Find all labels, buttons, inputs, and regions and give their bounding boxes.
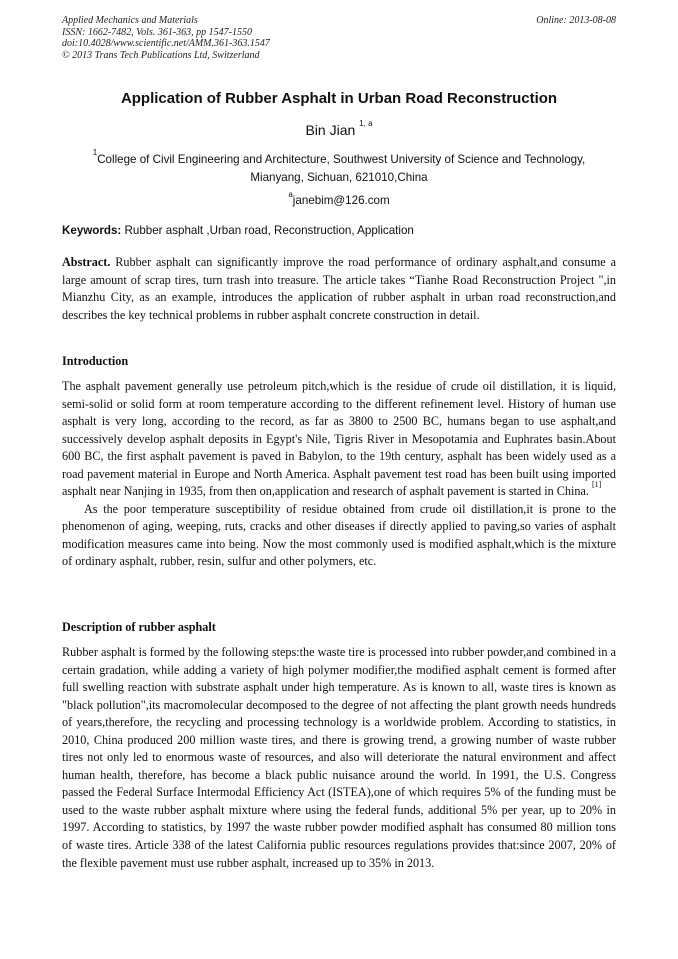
email-address: janebim@126.com <box>292 194 390 207</box>
journal-name: Applied Mechanics and Materials <box>62 15 198 26</box>
abstract-text: Rubber asphalt can significantly improve the road performance of ordinary asphalt,and consume a large amount of scrap tires, turn trash into treasure. The article takes “Tianhe Road Reconstruction Project ",in Mianzhu City, as an example, introduces the application of rubber asphalt in urban road reconstruction,and describes the key technical problems in rubber asphalt concrete construction in detail. <box>62 255 616 322</box>
abstract <box>62 254 616 324</box>
journal-copyright: © 2013 Trans Tech Publications Ltd, Switzerland <box>62 49 260 61</box>
affiliation-superscript: 1 <box>92 148 98 157</box>
affiliation <box>62 148 616 187</box>
keywords-text: Rubber asphalt ,Urban road, Reconstruction, Application <box>121 224 414 237</box>
author-name: Bin Jian <box>305 122 356 138</box>
keywords <box>62 223 616 239</box>
journal-header <box>62 15 616 61</box>
section-heading-description: Description of rubber asphalt <box>62 620 216 634</box>
email-superscript: a <box>288 190 293 199</box>
online-date: Online: 2013-08-08 <box>536 15 616 26</box>
description-body <box>62 644 616 872</box>
journal-issn: ISSN: 1662-7482, Vols. 361-363, pp 1547-1550 <box>62 26 252 38</box>
affiliation-line-1: College of Civil Engineering and Architecture, Southwest University of Science and Technology, <box>97 153 586 166</box>
introduction-paragraph-2: As the poor temperature susceptibility of residue obtained from crude oil distillation,it is prone to the phenomenon of aging, weeping, ruts, cracks and other diseases if directly applied to paving,so varies of asphalt modification measures came into being. Now the most commonly used is modified asphalt,which is the mixture of ordinary asphalt, rubber, resin, sulfur and other polymers, etc. <box>62 501 616 569</box>
author-email <box>62 190 616 209</box>
abstract-label: Abstract. <box>62 255 111 269</box>
author-line <box>62 119 616 139</box>
author-superscript: 1, a <box>359 119 373 128</box>
introduction-paragraph-1-text: The asphalt pavement generally use petroleum pitch,which is the residue of crude oil distillation, it is liquid, semi-solid or solid form at room temperature according to the different refinement level. History of human use asphalt is very long, according to the record, as far as 3800 to 2500 BC, humans began to use asphalt,and successively develop asphalt deposits in Egypt's Nile, Tigris River in Mesopotamia and Euphrates basin.About 600 BC, the first asphalt pavement is paved in Babylon, to the 19th century, asphalt has been widely used as a road pavement material in Europe and North America. Asphalt pavement test road has been built using imported asphalt near Nanjing in 1935, from then on,application and research of asphalt pavement is started in China. <box>62 379 616 499</box>
introduction-paragraph-1 <box>62 378 616 501</box>
keywords-label: Keywords: <box>62 224 122 237</box>
section-heading-introduction: Introduction <box>62 354 129 368</box>
introduction-body <box>62 378 616 571</box>
paper-title: Application of Rubber Asphalt in Urban Road Reconstruction <box>120 90 558 107</box>
citation-ref: [1] <box>592 480 602 490</box>
description-paragraph-1: Rubber asphalt is formed by the following steps:the waste tire is processed into rubber powder,and combined in a certain gradation, while adding a variety of high polymer modifier,the modified asphalt cement is formed after full swelling reaction with substrate asphalt under high temperature. As is known to all, waste tires is known as "black pollution",its macromolecular decomposed to the degree of not affecting the plant growth needs hundreds of years,therefore, the recycling and processing technology is a worldwide problem. According to statistics, in 2010, China produced 200 million waste tires, and there is growing trend, a growing number of waste rubber tires not only led to enormous waste of resources, and also will deteriorate the natural environment and affect human health, therefore, has become a black public nuisance around the world. In 1991, the U.S. Congress passed the Federal Surface Intermodal Efficiency Act (ISTEA),one of which requires 5% of the funding must be used to the waste rubber asphalt mixture where using the federal funds, additional 5% per year, up to 20% in 1997. According to statistics, by 1997 the waste rubber powder modified asphalt has consumed 80 million tons of waste tires. Article 338 of the latest California public resources regulations provides that:since 2007, 20% of the flexible pavement must use rubber asphalt, increased up to 35% in 2013. <box>62 645 616 870</box>
journal-doi: doi:10.4028/www.scientific.net/AMM.361-363.1547 <box>62 38 270 49</box>
affiliation-line-2: Mianyang, Sichuan, 621010,China <box>250 171 428 184</box>
